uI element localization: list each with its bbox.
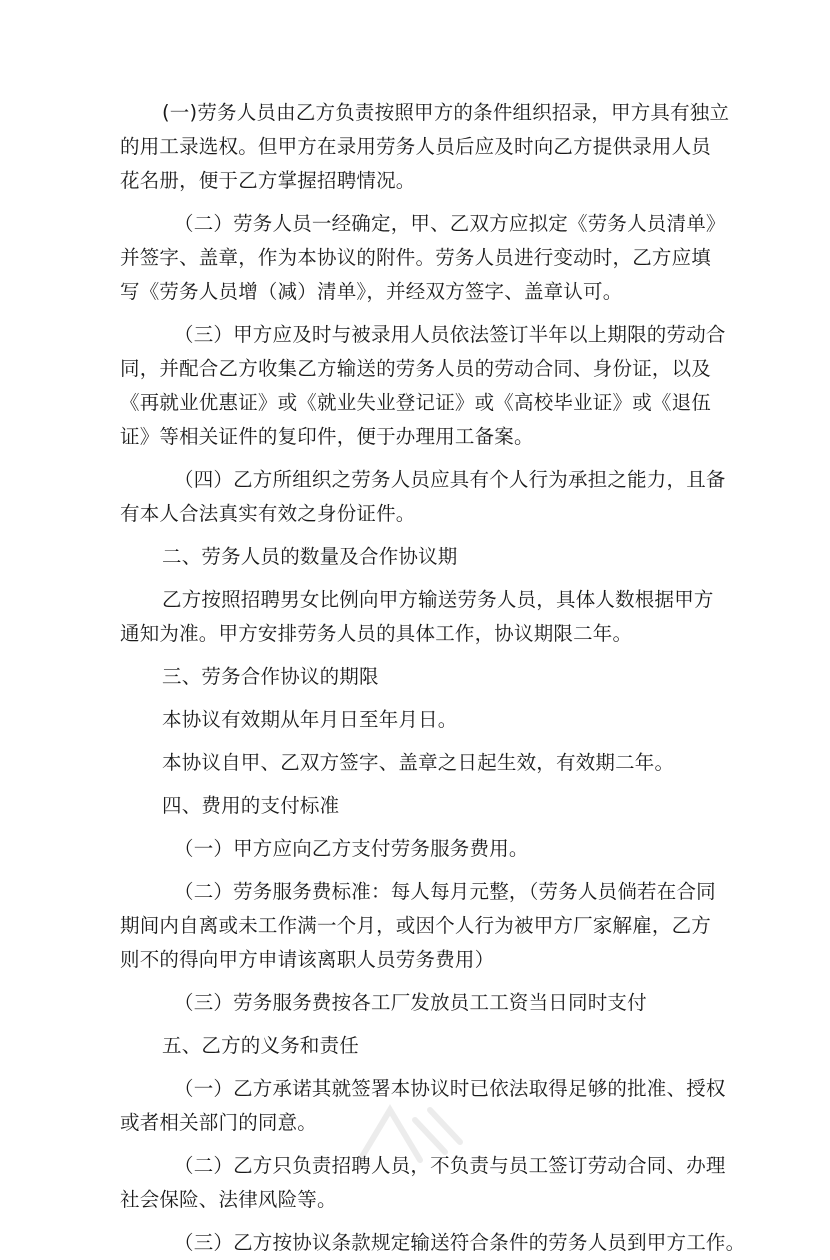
- paragraph-line: 证》等相关证件的复印件，便于办理用工备案。: [120, 425, 534, 448]
- paragraph-line: （三）乙方按协议条款规定输送符合条件的劳务人员到甲方工作。: [174, 1231, 746, 1254]
- paragraph-line: （一）甲方应向乙方支付劳务服务费用。: [174, 837, 529, 860]
- paragraph-line: 写《劳务人员增（减）清单》，并经双方签字、盖章认可。: [120, 280, 623, 303]
- section-heading: 三、劳务合作协议的期限: [162, 665, 379, 688]
- paragraph-line: （二）劳务人员一经确定，甲、乙双方应拟定《劳务人员清单》: [174, 212, 726, 235]
- section-heading: 五、乙方的义务和责任: [162, 1034, 360, 1057]
- paragraph-line: 或者相关部门的同意。: [120, 1111, 318, 1134]
- paragraph-line: 同，并配合乙方收集乙方输送的劳务人员的劳动合同、身份证，以及: [120, 357, 712, 380]
- paragraph-line: 期间内自离或未工作满一个月，或因个人行为被甲方厂家解雇，乙方: [120, 914, 712, 937]
- paragraph-line: 《再就业优惠证》或《就业失业登记证》或《高校毕业证》或《退伍: [120, 391, 712, 414]
- paragraph-line: 本协议自甲、乙双方签字、盖章之日起生效，有效期二年。: [162, 751, 675, 774]
- paragraph-line: 花名册，便于乙方掌握招聘情况。: [120, 169, 416, 192]
- paragraph-line: 则不的得向甲方申请该离职人员劳务费用）: [120, 948, 495, 971]
- paragraph-line: （二）乙方只负责招聘人员，不负责与员工签订劳动合同、办理: [174, 1154, 726, 1177]
- section-heading: 四、费用的支付标准: [162, 794, 340, 817]
- paragraph-line: 并签字、盖章，作为本协议的附件。劳务人员进行变动时，乙方应填: [120, 246, 712, 269]
- section-heading: 二、劳务人员的数量及合作协议期: [162, 545, 458, 568]
- paragraph-line: 社会保险、法律风险等。: [120, 1188, 337, 1211]
- watermark-icon: [320, 1090, 480, 1170]
- paragraph-line: （四）乙方所组织之劳务人员应具有个人行为承担之能力，且备: [174, 468, 726, 491]
- paragraph-line: 的用工录选权。但甲方在录用劳务人员后应及时向乙方提供录用人员: [120, 135, 712, 158]
- paragraph-line: （三）甲方应及时与被录用人员依法签订半年以上期限的劳动合: [174, 323, 726, 346]
- paragraph-line: （一）乙方承诺其就签署本协议时已依法取得足够的批准、授权: [174, 1077, 726, 1100]
- paragraph-line: 通知为准。甲方安排劳务人员的具体工作，协议期限二年。: [120, 622, 633, 645]
- paragraph-line: （二）劳务服务费标准：每人每月元整，（劳务人员倘若在合同: [174, 880, 716, 903]
- document-body: [120, 96, 746, 1260]
- paragraph-line: 有本人合法真实有效之身份证件。: [120, 502, 416, 525]
- paragraph-line: (一)劳务人员由乙方负责按照甲方的条件组织招录，甲方具有独立: [162, 101, 730, 124]
- paragraph-line: （三）劳务服务费按各工厂发放员工工资当日同时支付: [174, 991, 647, 1014]
- paragraph-line: 本协议有效期从年月日至年月日。: [162, 708, 458, 731]
- paragraph-line: 乙方按照招聘男女比例向甲方输送劳务人员，具体人数根据甲方: [162, 588, 714, 611]
